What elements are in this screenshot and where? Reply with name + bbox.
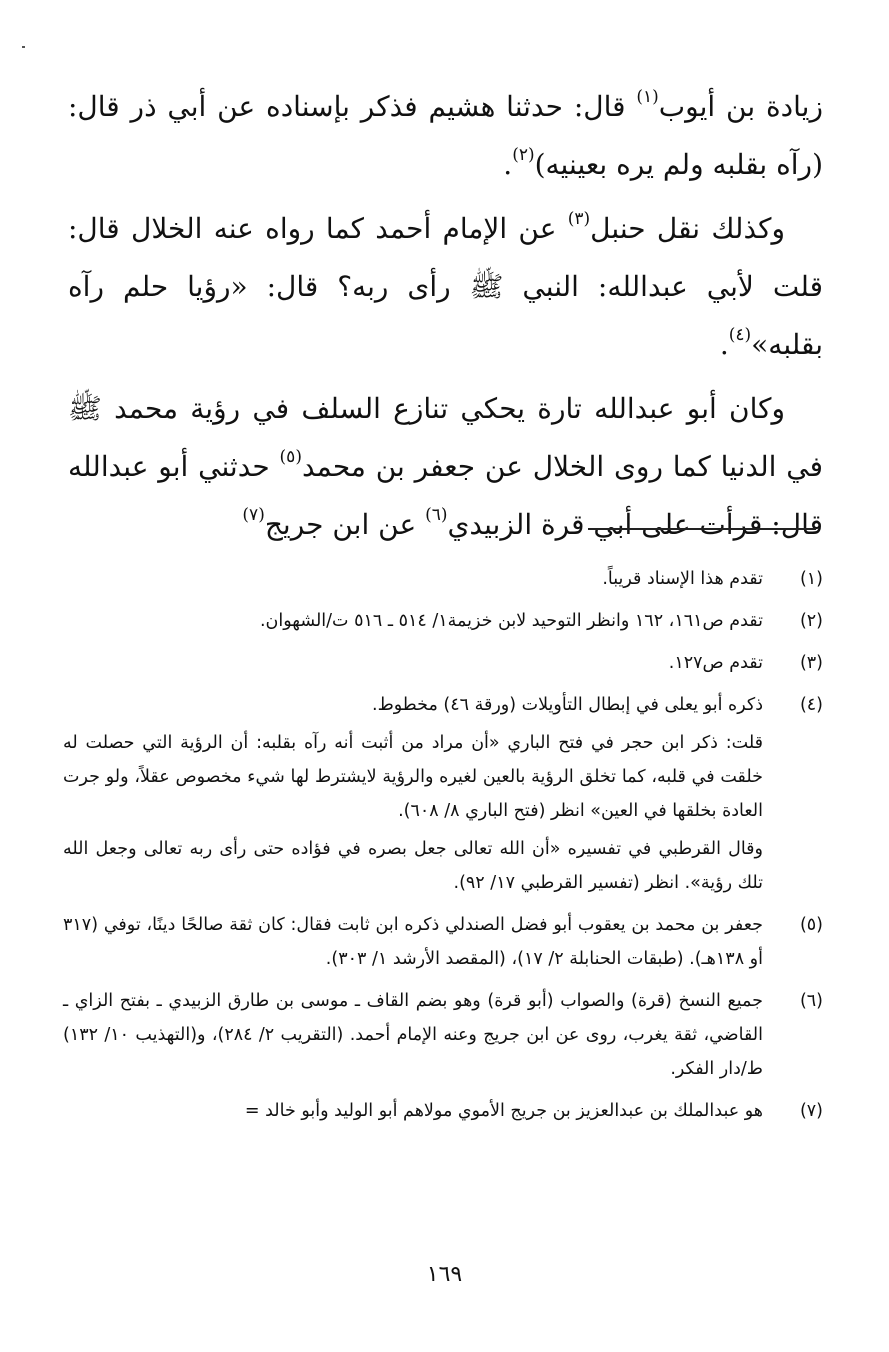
text-run: . (719, 328, 729, 361)
footnote-body (63, 984, 763, 1090)
footnote-ref-6[interactable]: (٦) (425, 505, 448, 525)
footnote-body (63, 688, 763, 904)
footnote-paragraph: قلت: ذكر ابن حجر في فتح الباري «أن مراد من أثبت أنه رآه بقلبه: أن الرؤية التي حصلت له خلقت في قلبه، كما تخلق الرؤية بالعين لغيره والرؤية لايشترط لها شيء مخصوص عقلاً، ولو جرت العادة بخلقها في العين» انظر (فتح الباري ٨/ ٦٠٨). (63, 733, 763, 821)
footnotes (63, 562, 823, 1136)
text-run: . (503, 148, 513, 181)
footnote-paragraph: تقدم ص١٢٧. (668, 653, 763, 673)
main-text (68, 78, 823, 560)
footnote-paragraph: وقال القرطبي في تفسيره «أن الله تعالى جعل بصره في فؤاده حتى رأى ربه تعالى وجعل الله تلك رؤية». انظر (تفسير القرطبي ١٧/ ٩٢). (63, 839, 763, 893)
footnote-number: (٤) (799, 695, 823, 715)
footnote-ref-7[interactable]: (٧) (242, 505, 265, 525)
text-run: حدثني أبو عبدالله قال: قرأت على أبي قرة الزبيدي (68, 450, 823, 541)
footnote (63, 604, 823, 642)
footnote (63, 688, 823, 904)
paragraph-2 (68, 200, 823, 374)
footnote-paragraph: تقدم هذا الإسناد قريباً. (602, 569, 763, 589)
footnote-number: (١) (799, 569, 823, 589)
text-run: وكذلك نقل حنبل (590, 212, 785, 245)
footnote-ref-3[interactable]: (٣) (567, 209, 591, 229)
page-number: ١٦٩ (426, 1262, 463, 1287)
footnote-paragraph: هو عبدالملك بن عبدالعزيز بن جريج الأموي مولاهم أبو الوليد وأبو خالد = (244, 1101, 763, 1121)
scan-speck (22, 46, 25, 48)
footnote-paragraph: جميع النسخ (قرة) والصواب (أبو قرة) وهو بضم القاف ـ موسى بن طارق الزبيدي ـ بفتح الزاي ـ القاضي، ثقة يغرب، روى عن ابن جريج وعنه الإمام أحمد. (التقريب ٢/ ٢٨٤)، و(التهذيب ١٠/ ١٣٢) ط/دار الفكر. (63, 991, 763, 1079)
footnote-paragraph: جعفر بن محمد بن يعقوب أبو فضل الصندلي ذكره ابن ثابت فقال: كان ثقة صالحًا دينًا، توفي (٣١٧ أو ١٣٨هـ). (طبقات الحنابلة ٢/ ١٧)، (المقصد الأرشد ١/ ٣٠٣). (63, 915, 763, 969)
footnote-body (63, 908, 763, 980)
text-run: عن الإمام أحمد كما رواه عنه الخلال قال: قلت لأبي عبدالله: النبي ﷺ رأى ربه؟ قال: «رؤيا حلم رآه بقلبه» (68, 212, 823, 361)
footnote-separator (588, 528, 816, 530)
footnote (63, 984, 823, 1090)
paragraph-1 (68, 78, 823, 194)
footnote-paragraph: ذكره أبو يعلى في إبطال التأويلات (ورقة ٤٦) مخطوط. (372, 695, 763, 715)
footnote-body (63, 562, 763, 600)
footnote-number: (٦) (799, 991, 823, 1011)
footnote-paragraph: تقدم ص١٦١، ١٦٢ وانظر التوحيد لابن خزيمة١/ ٥١٤ ـ ٥١٦ ت/الشهوان. (259, 611, 763, 631)
text-run: عن ابن جريج (264, 508, 426, 541)
footnote-body (63, 604, 763, 642)
footnote-number: (٧) (799, 1101, 823, 1121)
footnote-number: (٢) (799, 611, 823, 631)
footnote (63, 646, 823, 684)
footnote (63, 1094, 823, 1132)
footnote (63, 562, 823, 600)
text-run: وكان أبو عبدالله تارة يحكي تنازع السلف في رؤية محمد ﷺ في الدنيا كما روى الخلال عن جعفر بن محمد (68, 392, 823, 483)
footnote-ref-5[interactable]: (٥) (279, 447, 302, 467)
footnote-body (63, 1094, 763, 1132)
footnote-ref-2[interactable]: (٢) (512, 145, 535, 165)
footnote-ref-1[interactable]: (١) (636, 87, 659, 107)
footnote-body (63, 646, 763, 684)
footnote-number: (٥) (799, 915, 823, 935)
text-run: قال: حدثنا هشيم فذكر بإسناده عن أبي ذر قال: (رآه بقلبه ولم يره بعينيه) (68, 90, 823, 181)
text-run: زيادة بن أيوب (658, 90, 823, 123)
footnote-number: (٣) (799, 653, 823, 673)
footnote-ref-4[interactable]: (٤) (728, 325, 752, 345)
footnote (63, 908, 823, 980)
